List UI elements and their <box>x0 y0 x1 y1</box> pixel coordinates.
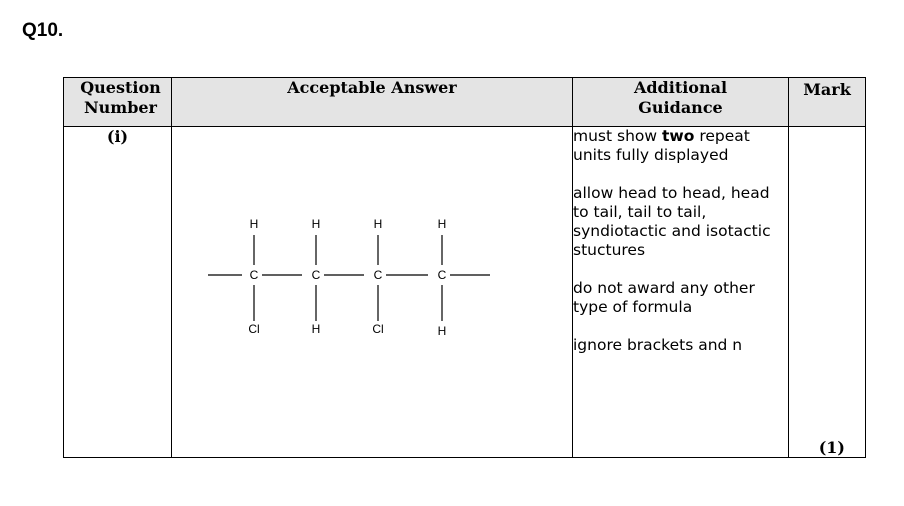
header-question-number-line2: Number <box>84 98 157 117</box>
atom-top-4: H <box>437 217 447 231</box>
guidance-p1-text: must show <box>573 127 662 145</box>
atom-c4: C <box>437 268 447 282</box>
atoms <box>248 217 446 338</box>
atom-top-3: H <box>373 217 383 231</box>
structural-formula <box>172 127 572 461</box>
question-number: (i) <box>64 127 172 458</box>
guidance-paragraph-1 <box>573 127 788 165</box>
header-acceptable-answer: Acceptable Answer <box>172 78 573 127</box>
guidance-paragraph-2: allow head to head, head to tail, tail to tail, syndiotactic and isotactic stuctures <box>573 184 771 259</box>
answer-row <box>64 127 866 458</box>
guidance-paragraph-4: ignore brackets and n <box>573 336 743 354</box>
mark-cell <box>789 127 866 458</box>
mark-scheme-table <box>63 77 866 458</box>
guidance-paragraph-3: do not award any other type of formula <box>573 279 755 316</box>
guidance-p1-text-end: repeat units fully displayed <box>573 127 750 164</box>
header-additional-guidance <box>573 78 789 127</box>
atom-bottom-1: Cl <box>248 322 260 336</box>
header-question-number-line1: Question <box>80 78 161 97</box>
atom-c1: C <box>249 268 259 282</box>
guidance-p1-bold: two <box>662 127 695 145</box>
header-mark: Mark <box>789 78 866 127</box>
atom-top-1: H <box>249 217 259 231</box>
atom-bottom-2: H <box>311 322 321 336</box>
header-additional-guidance-line2: Guidance <box>638 98 723 117</box>
atom-c2: C <box>311 268 321 282</box>
atom-top-2: H <box>311 217 321 231</box>
header-row <box>64 78 866 127</box>
atom-bottom-3: Cl <box>372 322 384 336</box>
mark-value: (1) <box>818 438 845 457</box>
question-label: Q10. <box>22 20 64 41</box>
atom-c3: C <box>373 268 383 282</box>
header-question-number <box>64 78 172 127</box>
acceptable-answer-cell <box>172 127 573 458</box>
additional-guidance-cell <box>573 127 789 458</box>
header-additional-guidance-line1: Additional <box>633 78 728 97</box>
atom-bottom-4: H <box>437 324 447 338</box>
